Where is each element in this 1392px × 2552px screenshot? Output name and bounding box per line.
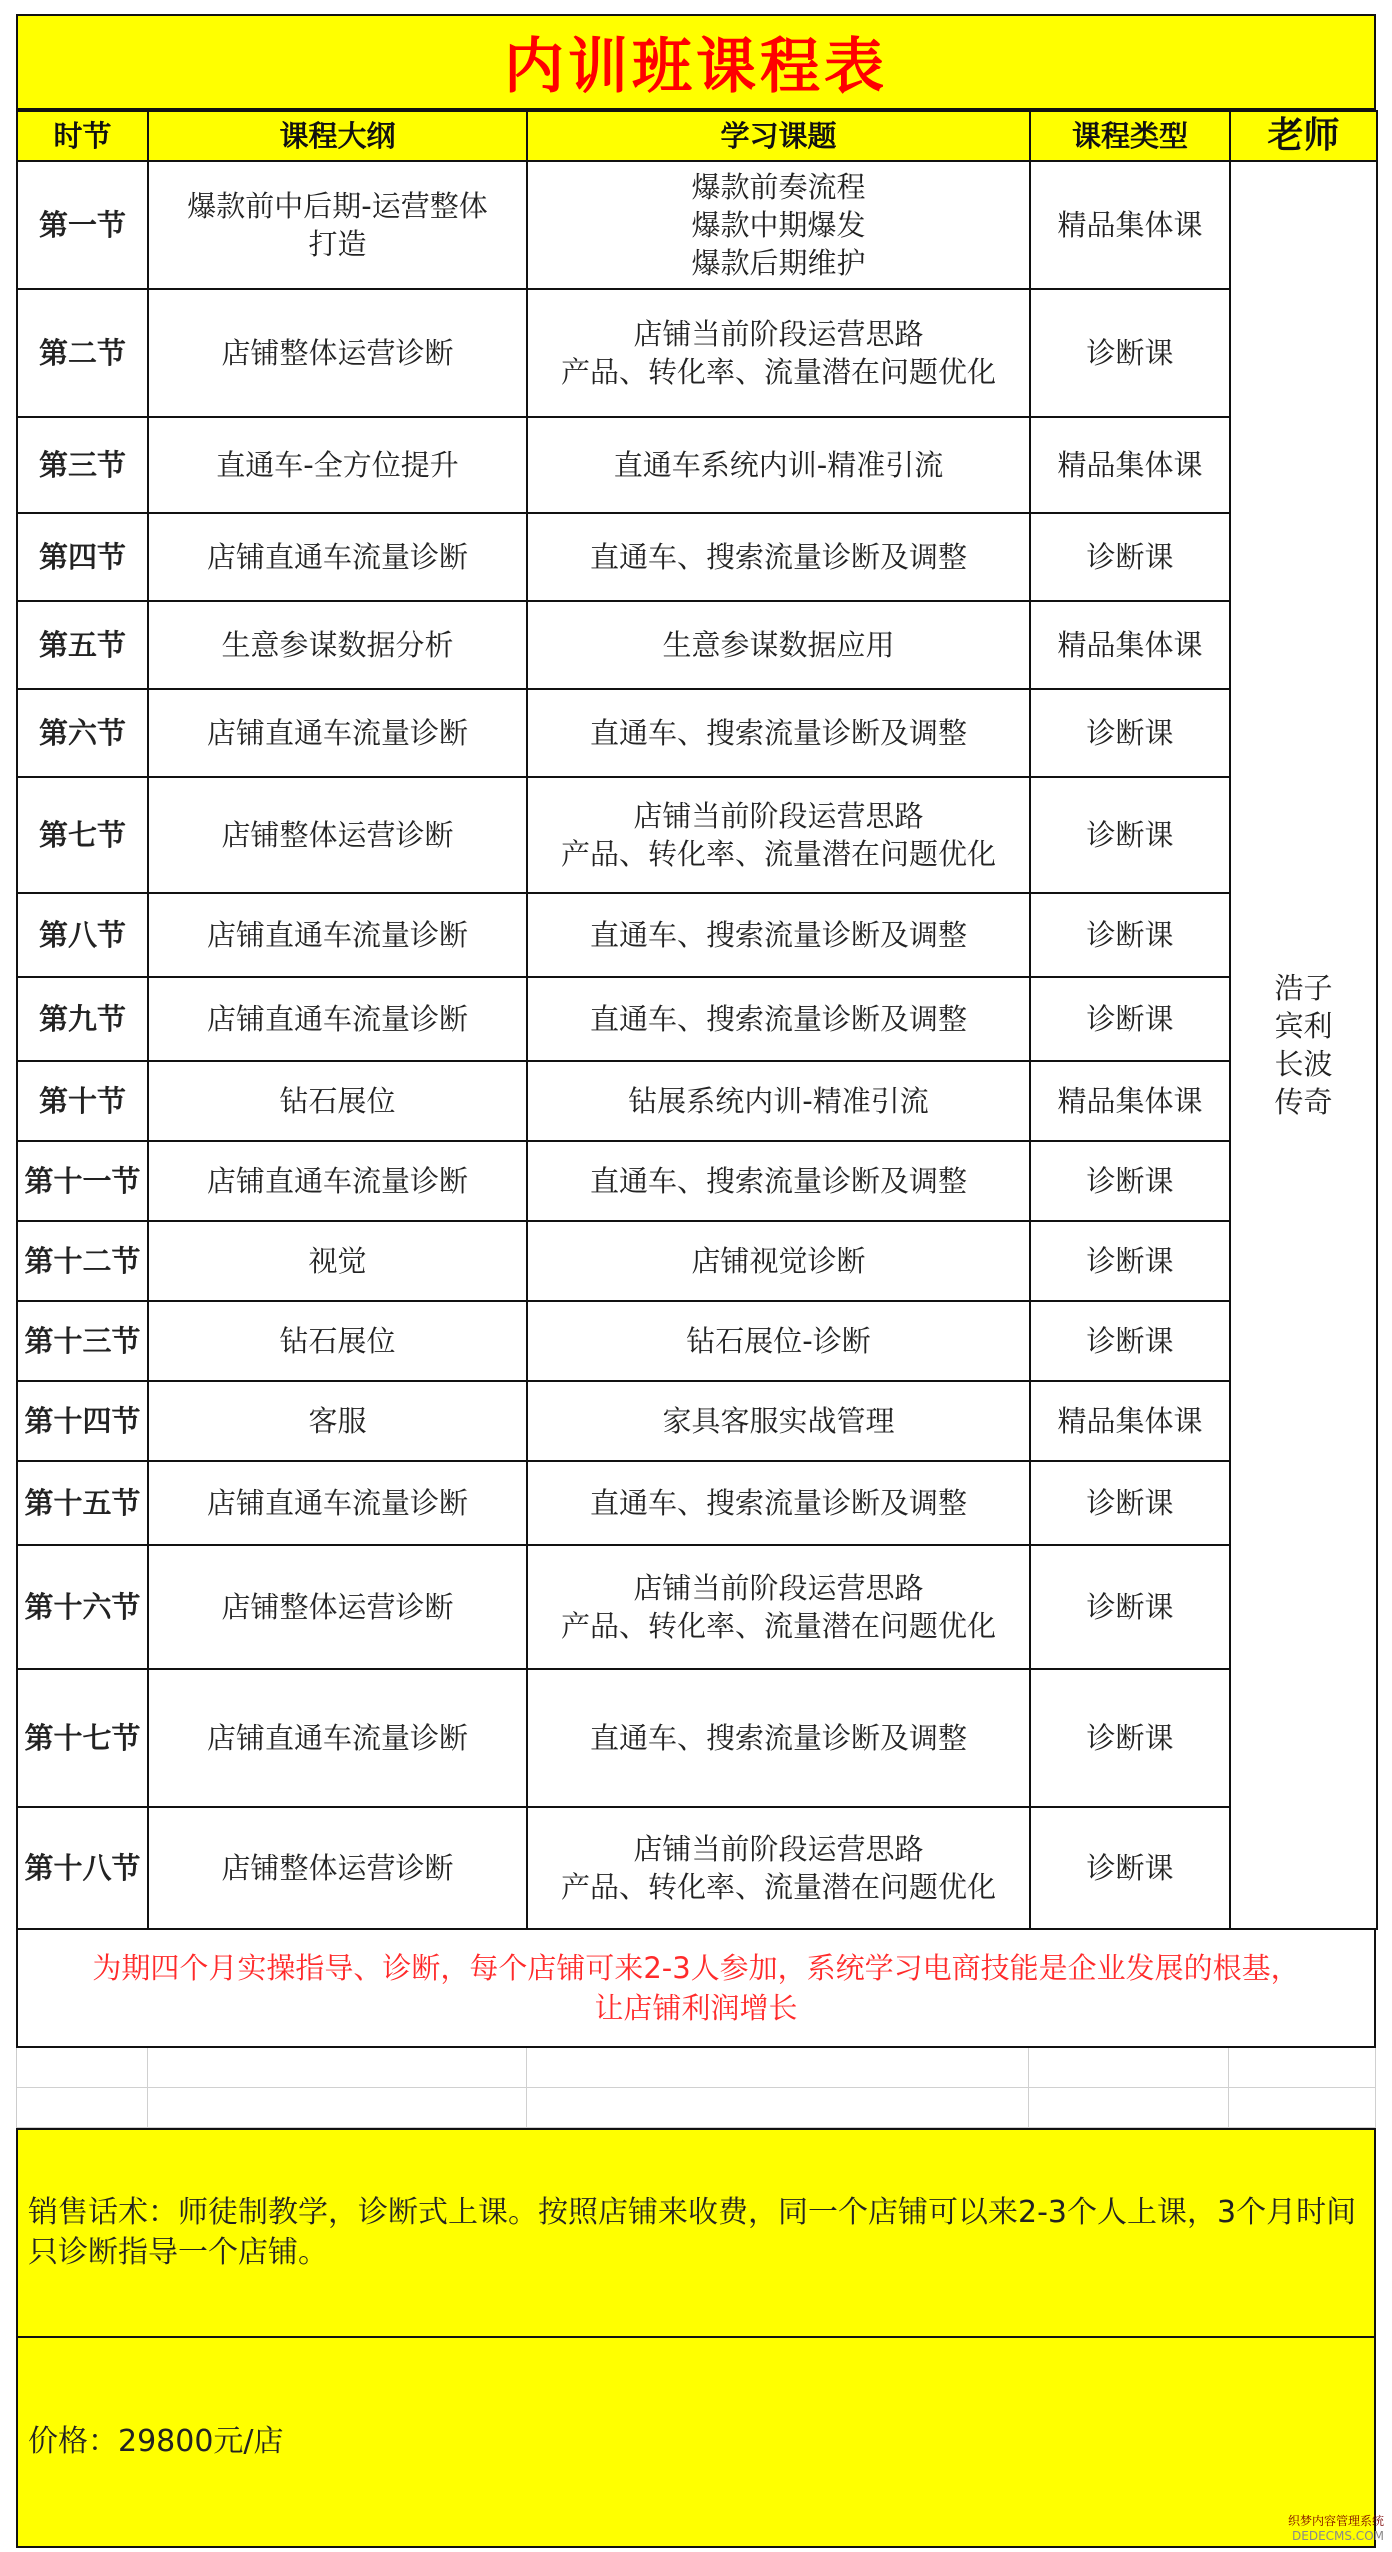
topics-cell-text: 钻展系统内训-精准引流 <box>628 1084 929 1118</box>
topics-cell <box>527 1381 1030 1461</box>
type-cell: 精品集体课 <box>1030 1381 1230 1461</box>
outline-cell <box>148 289 527 417</box>
topics-cell <box>527 1807 1030 1929</box>
price-box <box>16 2338 1376 2548</box>
topics-cell <box>527 893 1030 977</box>
period-cell: 第七节 <box>17 777 148 893</box>
topics-cell-text: 直通车、搜索流量诊断及调整 <box>589 1164 967 1198</box>
outline-cell <box>148 1461 527 1545</box>
sales-pitch-box <box>16 2128 1376 2338</box>
topics-cell <box>527 417 1030 513</box>
type-cell: 诊断课 <box>1030 1669 1230 1807</box>
outline-cell <box>148 1381 527 1461</box>
outline-cell-text: 店铺直通车流量诊断 <box>206 918 468 952</box>
period-cell: 第十六节 <box>17 1545 148 1669</box>
blank-cell <box>1029 2088 1229 2128</box>
type-cell: 诊断课 <box>1030 1545 1230 1669</box>
topics-cell-text: 生意参谋数据应用 <box>662 628 895 662</box>
sales-pitch-text: 销售话术：师徒制教学，诊断式上课。按照店铺来收费，同一个店铺可以来2-3个人上课，3个月时间只诊断指导一个店铺。 <box>28 2195 1357 2270</box>
topics-cell-text: 家具客服实战管理 <box>662 1404 895 1438</box>
outline-cell-text: 店铺直通车流量诊断 <box>206 716 468 750</box>
outline-cell <box>148 1141 527 1221</box>
period-cell: 第二节 <box>17 289 148 417</box>
header-topics: 学习课题 <box>527 111 1030 161</box>
outline-cell-text: 钻石展位 <box>279 1084 396 1118</box>
topics-cell-text: 直通车、搜索流量诊断及调整 <box>589 1002 967 1036</box>
header-period: 时节 <box>17 111 148 161</box>
blank-cell <box>17 2088 148 2128</box>
outline-cell-text: 店铺整体运营诊断 <box>221 818 454 852</box>
header-outline: 课程大纲 <box>148 111 527 161</box>
table-row <box>17 601 1377 689</box>
period-cell: 第十三节 <box>17 1301 148 1381</box>
outline-cell-text: 店铺直通车流量诊断 <box>206 1486 468 1520</box>
watermark-line2: DEDECMS.COM <box>1292 2529 1384 2543</box>
type-cell: 诊断课 <box>1030 777 1230 893</box>
type-cell: 诊断课 <box>1030 689 1230 777</box>
topics-cell-text: 直通车、搜索流量诊断及调整 <box>589 918 967 952</box>
outline-cell <box>148 417 527 513</box>
outline-cell <box>148 1301 527 1381</box>
price-text: 价格：29800元/店 <box>28 2424 284 2459</box>
type-cell: 精品集体课 <box>1030 601 1230 689</box>
watermark <box>1288 2514 1384 2544</box>
title-bar <box>16 14 1376 110</box>
topics-cell <box>527 1221 1030 1301</box>
topics-cell <box>527 689 1030 777</box>
table-row <box>17 1381 1377 1461</box>
table-row <box>17 1461 1377 1545</box>
outline-cell-text: 店铺直通车流量诊断 <box>206 540 468 574</box>
period-cell: 第十节 <box>17 1061 148 1141</box>
period-cell: 第十八节 <box>17 1807 148 1929</box>
blank-cell <box>148 2088 527 2128</box>
period-cell: 第十五节 <box>17 1461 148 1545</box>
table-row <box>17 1545 1377 1669</box>
outline-cell <box>148 161 527 289</box>
schedule-body <box>17 161 1377 1929</box>
outline-cell-text: 店铺整体运营诊断 <box>221 1851 454 1885</box>
period-cell: 第一节 <box>17 161 148 289</box>
header-teacher: 老师 <box>1230 111 1377 161</box>
outline-cell <box>148 689 527 777</box>
topics-cell <box>527 977 1030 1061</box>
header-type: 课程类型 <box>1030 111 1230 161</box>
outline-cell-text: 钻石展位 <box>279 1324 396 1358</box>
topics-cell-text: 直通车、搜索流量诊断及调整 <box>589 1486 967 1520</box>
topics-cell <box>527 1301 1030 1381</box>
topics-cell-text: 直通车、搜索流量诊断及调整 <box>589 540 967 574</box>
teacher-cell <box>1230 161 1377 1929</box>
type-cell: 诊断课 <box>1030 1141 1230 1221</box>
teacher-names: 浩子 宾利 长波 传奇 <box>1274 971 1333 1119</box>
type-cell: 诊断课 <box>1030 977 1230 1061</box>
program-note <box>16 1930 1376 2048</box>
period-cell: 第六节 <box>17 689 148 777</box>
blank-row <box>16 2048 1376 2088</box>
topics-cell <box>527 1061 1030 1141</box>
program-note-text: 为期四个月实操指导、诊断，每个店铺可来2-3人参加，系统学习电商技能是企业发展的根基， 让店铺利润增长 <box>92 1951 1300 2025</box>
outline-cell <box>148 601 527 689</box>
blank-cell <box>1029 2048 1229 2088</box>
topics-cell-text: 直通车、搜索流量诊断及调整 <box>589 716 967 750</box>
outline-cell <box>148 1221 527 1301</box>
period-cell: 第三节 <box>17 417 148 513</box>
type-cell: 诊断课 <box>1030 1807 1230 1929</box>
outline-cell-text: 直通车-全方位提升 <box>216 448 459 482</box>
topics-cell <box>527 513 1030 601</box>
outline-cell <box>148 893 527 977</box>
table-row <box>17 161 1377 289</box>
topics-cell <box>527 1141 1030 1221</box>
topics-cell-text: 直通车、搜索流量诊断及调整 <box>589 1721 967 1755</box>
blank-cell <box>148 2048 527 2088</box>
outline-cell-text: 店铺整体运营诊断 <box>221 1590 454 1624</box>
period-cell: 第十四节 <box>17 1381 148 1461</box>
table-row <box>17 417 1377 513</box>
outline-cell-text: 客服 <box>308 1404 367 1438</box>
period-cell: 第十七节 <box>17 1669 148 1807</box>
table-row <box>17 289 1377 417</box>
table-row <box>17 1301 1377 1381</box>
topics-cell <box>527 289 1030 417</box>
outline-cell <box>148 1545 527 1669</box>
type-cell: 诊断课 <box>1030 1221 1230 1301</box>
blank-cell <box>1229 2088 1376 2128</box>
outline-cell-text: 爆款前中后期-运营整体 打造 <box>187 189 488 261</box>
header-row <box>17 111 1377 161</box>
topics-cell-text: 店铺视觉诊断 <box>691 1244 866 1278</box>
page-title: 内训班课程表 <box>504 32 888 102</box>
topics-cell-text: 店铺当前阶段运营思路 产品、转化率、流量潜在问题优化 <box>560 1832 996 1904</box>
blank-cell <box>527 2048 1030 2088</box>
table-row <box>17 689 1377 777</box>
period-cell: 第十二节 <box>17 1221 148 1301</box>
period-cell: 第八节 <box>17 893 148 977</box>
outline-cell-text: 视觉 <box>308 1244 367 1278</box>
topics-cell-text: 爆款前奏流程 爆款中期爆发 爆款后期维护 <box>691 170 866 280</box>
outline-cell <box>148 1669 527 1807</box>
blank-row <box>16 2088 1376 2128</box>
period-cell: 第四节 <box>17 513 148 601</box>
topics-cell-text: 直通车系统内训-精准引流 <box>613 448 944 482</box>
period-cell: 第十一节 <box>17 1141 148 1221</box>
type-cell: 精品集体课 <box>1030 161 1230 289</box>
table-row <box>17 513 1377 601</box>
type-cell: 精品集体课 <box>1030 417 1230 513</box>
table-row <box>17 1807 1377 1929</box>
topics-cell-text: 店铺当前阶段运营思路 产品、转化率、流量潜在问题优化 <box>560 1571 996 1643</box>
table-row <box>17 1221 1377 1301</box>
blank-rows <box>16 2048 1376 2128</box>
outline-cell-text: 店铺直通车流量诊断 <box>206 1002 468 1036</box>
type-cell: 诊断课 <box>1030 1461 1230 1545</box>
topics-cell <box>527 601 1030 689</box>
outline-cell <box>148 1061 527 1141</box>
table-row <box>17 1141 1377 1221</box>
outline-cell-text: 生意参谋数据分析 <box>221 628 454 662</box>
schedule-sheet <box>16 14 1376 2548</box>
table-row <box>17 1061 1377 1141</box>
blank-cell <box>17 2048 148 2088</box>
outline-cell-text: 店铺直通车流量诊断 <box>206 1721 468 1755</box>
watermark-line1: 织梦内容管理系统 <box>1287 2514 1384 2528</box>
outline-cell-text: 店铺直通车流量诊断 <box>206 1164 468 1198</box>
outline-cell <box>148 1807 527 1929</box>
blank-cell <box>1229 2048 1376 2088</box>
table-row <box>17 977 1377 1061</box>
table-row <box>17 893 1377 977</box>
period-cell: 第五节 <box>17 601 148 689</box>
topics-cell-text: 店铺当前阶段运营思路 产品、转化率、流量潜在问题优化 <box>560 799 996 871</box>
topics-cell <box>527 777 1030 893</box>
outline-cell <box>148 977 527 1061</box>
type-cell: 精品集体课 <box>1030 1061 1230 1141</box>
type-cell: 诊断课 <box>1030 1301 1230 1381</box>
topics-cell-text: 店铺当前阶段运营思路 产品、转化率、流量潜在问题优化 <box>560 317 996 389</box>
topics-cell <box>527 1461 1030 1545</box>
period-cell: 第九节 <box>17 977 148 1061</box>
outline-cell <box>148 513 527 601</box>
table-row <box>17 1669 1377 1807</box>
table-row <box>17 777 1377 893</box>
topics-cell <box>527 161 1030 289</box>
type-cell: 诊断课 <box>1030 289 1230 417</box>
type-cell: 诊断课 <box>1030 513 1230 601</box>
schedule-table <box>16 110 1378 1930</box>
outline-cell-text: 店铺整体运营诊断 <box>221 336 454 370</box>
topics-cell-text: 钻石展位-诊断 <box>686 1324 871 1358</box>
outline-cell <box>148 777 527 893</box>
type-cell: 诊断课 <box>1030 893 1230 977</box>
topics-cell <box>527 1669 1030 1807</box>
topics-cell <box>527 1545 1030 1669</box>
blank-cell <box>527 2088 1030 2128</box>
